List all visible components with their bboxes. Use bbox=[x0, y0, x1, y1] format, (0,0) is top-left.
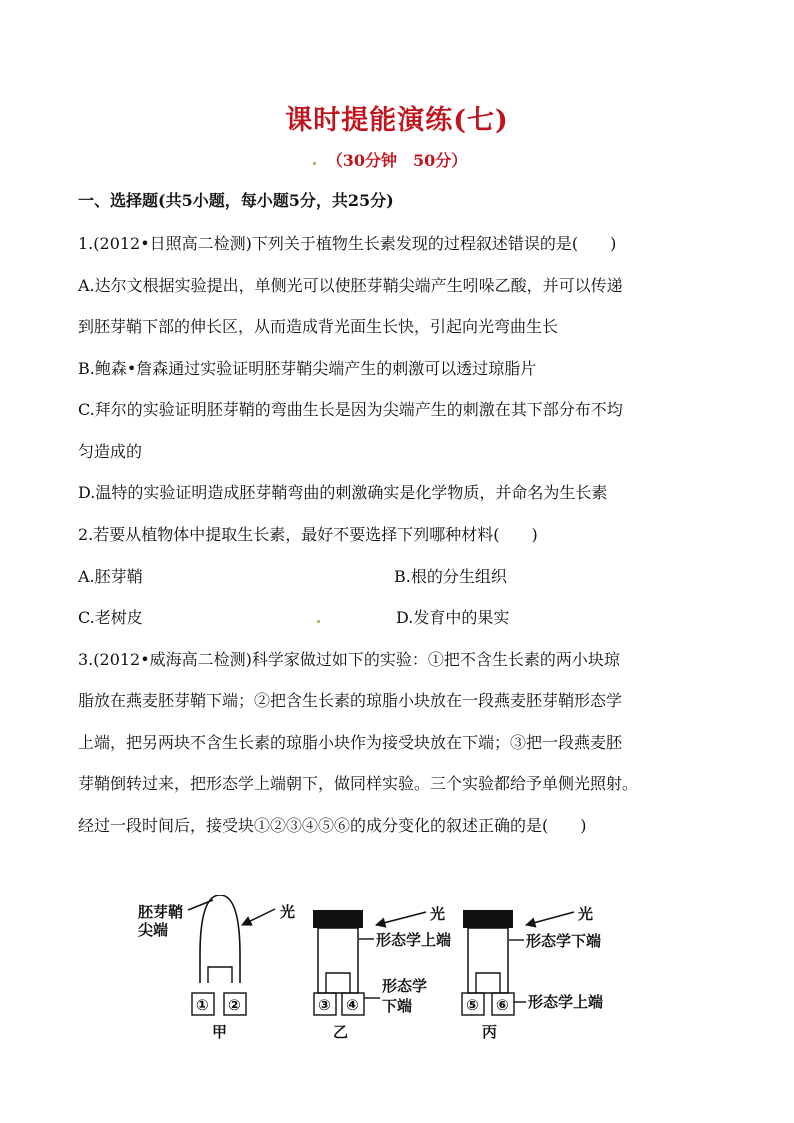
upper-end-label: 形态学上端 bbox=[528, 993, 604, 1011]
lower-end-label: 形态学下端 bbox=[526, 932, 602, 950]
q3-line2: 脂放在燕麦胚芽鞘下端；②把含生长素的琼脂小块放在一段燕麦胚芽鞘形态学 bbox=[78, 691, 623, 710]
coleoptile-inner-cut bbox=[208, 967, 232, 983]
light-label: 光 bbox=[280, 903, 296, 921]
q3-line4: 芽鞘倒转过来，把形态学上端朝下，做同样实验。三个实验都给予单侧光照射。 bbox=[78, 774, 639, 793]
coleoptile-tip-label: 胚芽鞘 bbox=[138, 903, 184, 921]
section-heading: 一、选择题(共5小题，每小题5分，共25分) bbox=[78, 191, 394, 210]
page-title: 课时提能演练(七) bbox=[285, 105, 509, 136]
q3-line5: 经过一段时间后，接受块①②③④⑤⑥的成分变化的叙述正确的是( ) bbox=[78, 816, 587, 835]
segment-inner-cut bbox=[326, 973, 350, 993]
lower-end-label: 下端 bbox=[382, 997, 413, 1015]
q3-line1: 3.(2012•威海高二检测)科学家做过如下的实验：①把不含生长素的两小块琼 bbox=[78, 650, 620, 669]
page-subtitle: （30分钟 50分） bbox=[326, 151, 468, 170]
light-arrow bbox=[526, 912, 574, 925]
setup-jia bbox=[138, 895, 295, 1041]
light-arrow bbox=[242, 909, 275, 925]
coleoptile-segment bbox=[318, 928, 358, 993]
caption-bing: 丙 bbox=[482, 1023, 498, 1041]
receiver-block-4-label: ④ bbox=[346, 996, 359, 1014]
coleoptile-segment bbox=[468, 928, 508, 993]
lower-end-label: 形态学 bbox=[382, 977, 428, 995]
q1-option-a-line2: 到胚芽鞘下部的伸长区，从而造成背光面生长快，引起向光弯曲生长 bbox=[78, 317, 559, 336]
q1-option-d: D.温特的实验证明造成胚芽鞘弯曲的刺激确实是化学物质，并命名为生长素 bbox=[78, 483, 608, 502]
q2-option-c: C.老树皮 bbox=[78, 608, 143, 627]
upper-end-label: 形态学上端 bbox=[376, 931, 452, 949]
q2-option-a: A.胚芽鞘 bbox=[78, 567, 143, 586]
q2-option-b: B.根的分生组织 bbox=[394, 567, 507, 586]
receiver-block-3-label: ③ bbox=[318, 996, 331, 1014]
scan-speck bbox=[317, 620, 320, 623]
light-label: 光 bbox=[578, 905, 594, 923]
agar-block-top bbox=[463, 910, 513, 928]
agar-block-top bbox=[313, 910, 363, 928]
caption-yi: 乙 bbox=[333, 1023, 349, 1041]
setup-bing bbox=[462, 905, 603, 1041]
q1-option-c-line1: C.拜尔的实验证明胚芽鞘的弯曲生长是因为尖端产生的刺激在其下部分布不均 bbox=[78, 400, 623, 419]
q1-option-a-line1: A.达尔文根据实验提出，单侧光可以使胚芽鞘尖端产生吲哚乙酸，并可以传递 bbox=[78, 276, 623, 295]
receiver-block-1-label: ① bbox=[196, 996, 209, 1014]
q3-line3: 上端，把另两块不含生长素的琼脂小块作为接受块放在下端；③把一段燕麦胚 bbox=[78, 733, 623, 752]
q2-option-d: D.发育中的果实 bbox=[396, 608, 510, 627]
caption-jia: 甲 bbox=[212, 1023, 228, 1041]
light-label: 光 bbox=[430, 905, 446, 923]
light-arrow bbox=[376, 912, 426, 925]
q1-option-b: B.鲍森•詹森通过实验证明胚芽鞘尖端产生的刺激可以透过琼脂片 bbox=[78, 359, 537, 378]
setup-yi bbox=[313, 905, 451, 1041]
receiver-block-6-label: ⑥ bbox=[496, 996, 509, 1014]
q1-option-c-line2: 匀造成的 bbox=[78, 442, 143, 461]
experiment-figure bbox=[130, 895, 650, 1045]
q2-stem: 2.若要从植物体中提取生长素，最好不要选择下列哪种材料( ) bbox=[78, 525, 538, 544]
coleoptile-shape bbox=[200, 895, 240, 983]
q1-stem: 1.(2012•日照高二检测)下列关于植物生长素发现的过程叙述错误的是( ) bbox=[78, 234, 617, 253]
receiver-block-2-label: ② bbox=[228, 996, 241, 1014]
scan-speck bbox=[313, 162, 316, 165]
receiver-block-5-label: ⑤ bbox=[466, 996, 479, 1014]
segment-inner-cut bbox=[476, 973, 500, 993]
coleoptile-tip-label: 尖端 bbox=[138, 921, 169, 939]
